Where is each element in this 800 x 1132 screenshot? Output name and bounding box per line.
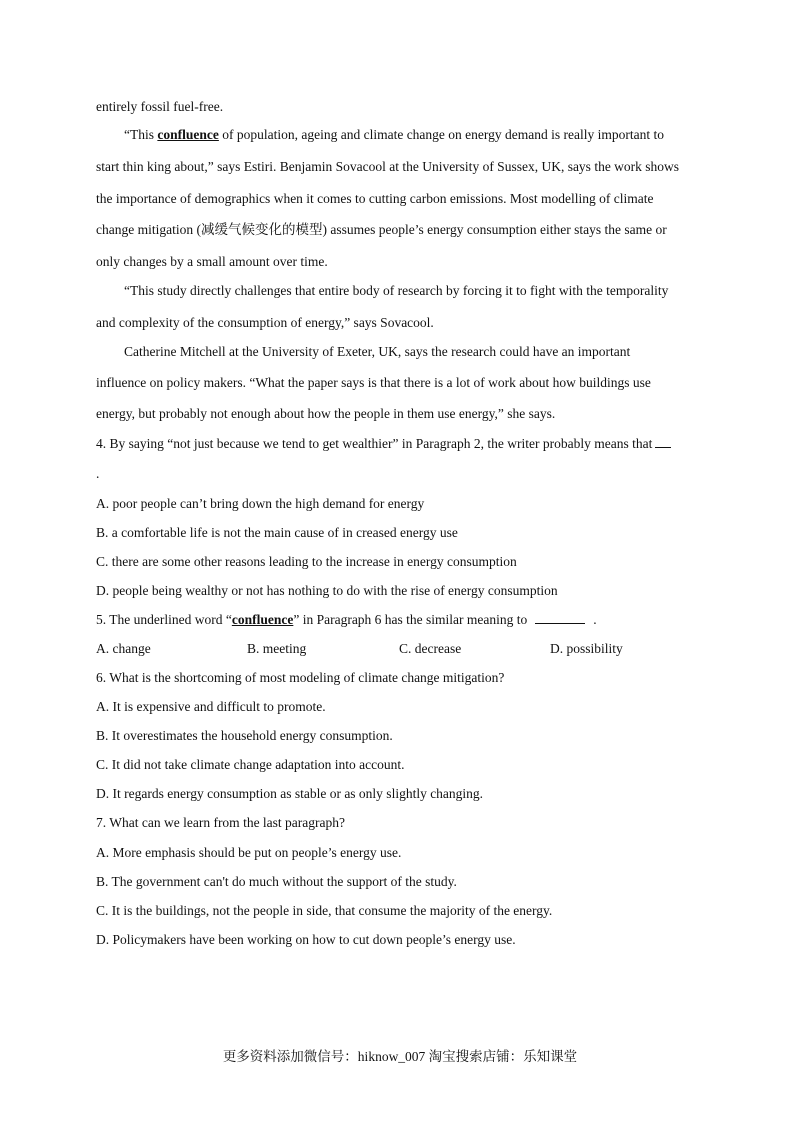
question-7-stem: 7. What can we learn from the last paragraph? <box>96 815 346 830</box>
question-4-option-b: B. a comfortable life is not the main cause of in creased energy use <box>96 525 458 540</box>
passage-line: “This study directly challenges that entire body of research by forcing it to fight with the temporality <box>124 283 669 298</box>
question-6-option-a: A. It is expensive and difficult to promote. <box>96 699 326 714</box>
question-text: 4. By saying “not just because we tend to get wealthier” in Paragraph 2, the writer probably means that <box>96 436 653 451</box>
passage-line: change mitigation (减缓气候变化的模型) assumes people’s energy consumption either stays the same or <box>96 222 667 237</box>
passage-line: start thin king about,” says Estiri. Benjamin Sovacool at the University of Sussex, UK, says the work shows <box>96 159 680 174</box>
question-text: 5. The underlined word “ <box>96 612 232 627</box>
answer-blank <box>655 435 671 448</box>
question-4-option-a: A. poor people can’t bring down the high demand for energy <box>96 496 425 511</box>
passage-line: entirely fossil fuel-free. <box>96 99 224 114</box>
question-4-option-c: C. there are some other reasons leading to the increase in energy consumption <box>96 554 517 569</box>
question-text: ” in Paragraph 6 has the similar meaning to <box>293 612 528 627</box>
underlined-word-confluence: confluence <box>231 612 294 627</box>
question-7-option-a: A. More emphasis should be put on people’s energy use. <box>96 845 402 860</box>
question-5-option-a: A. change <box>96 641 151 656</box>
question-7-option-d: D. Policymakers have been working on how to cut down people’s energy use. <box>96 932 516 947</box>
passage-line: Catherine Mitchell at the University of Exeter, UK, says the research could have an important <box>124 344 631 359</box>
passage-line: energy, but probably not enough about how the people in them use energy,” she says. <box>96 406 556 421</box>
passage-line: the importance of demographics when it comes to cutting carbon emissions. Most modelling of climate <box>96 191 654 206</box>
question-4-option-d: D. people being wealthy or not has nothing to do with the rise of energy consumption <box>96 583 558 598</box>
question-6-option-b: B. It overestimates the household energy consumption. <box>96 728 393 743</box>
question-5-option-d: D. possibility <box>550 641 623 656</box>
question-6-option-d: D. It regards energy consumption as stable or as only slightly changing. <box>96 786 484 801</box>
question-7-option-c: C. It is the buildings, not the people in side, that consume the majority of the energy. <box>96 903 553 918</box>
question-6-option-c: C. It did not take climate change adaptation into account. <box>96 757 405 772</box>
question-5-option-c: C. decrease <box>399 641 462 656</box>
question-4-stem <box>96 435 671 453</box>
passage-line: influence on policy makers. “What the paper says is that there is a lot of work about how buildings use <box>96 375 651 390</box>
page-footer: 更多资料添加微信号：hiknow_007 淘宝搜索店铺：乐知课堂 <box>222 1049 578 1064</box>
passage-text: “This <box>124 127 158 142</box>
underlined-word-confluence: confluence <box>157 127 219 142</box>
question-6-stem: 6. What is the shortcoming of most modeling of climate change mitigation? <box>96 670 505 685</box>
question-5-option-b: B. meeting <box>247 641 307 656</box>
passage-line: and complexity of the consumption of energy,” says Sovacool. <box>96 315 434 330</box>
passage-line: only changes by a small amount over time. <box>96 254 328 269</box>
question-7-option-b: B. The government can't do much without the support of the study. <box>96 874 457 889</box>
answer-blank <box>535 611 585 624</box>
question-5-stem <box>96 611 597 629</box>
question-4-period: . <box>96 466 100 481</box>
passage-paragraph-confluence <box>124 126 664 144</box>
passage-text: of population, ageing and climate change on energy demand is really important to <box>218 127 664 142</box>
question-period: . <box>593 612 597 627</box>
